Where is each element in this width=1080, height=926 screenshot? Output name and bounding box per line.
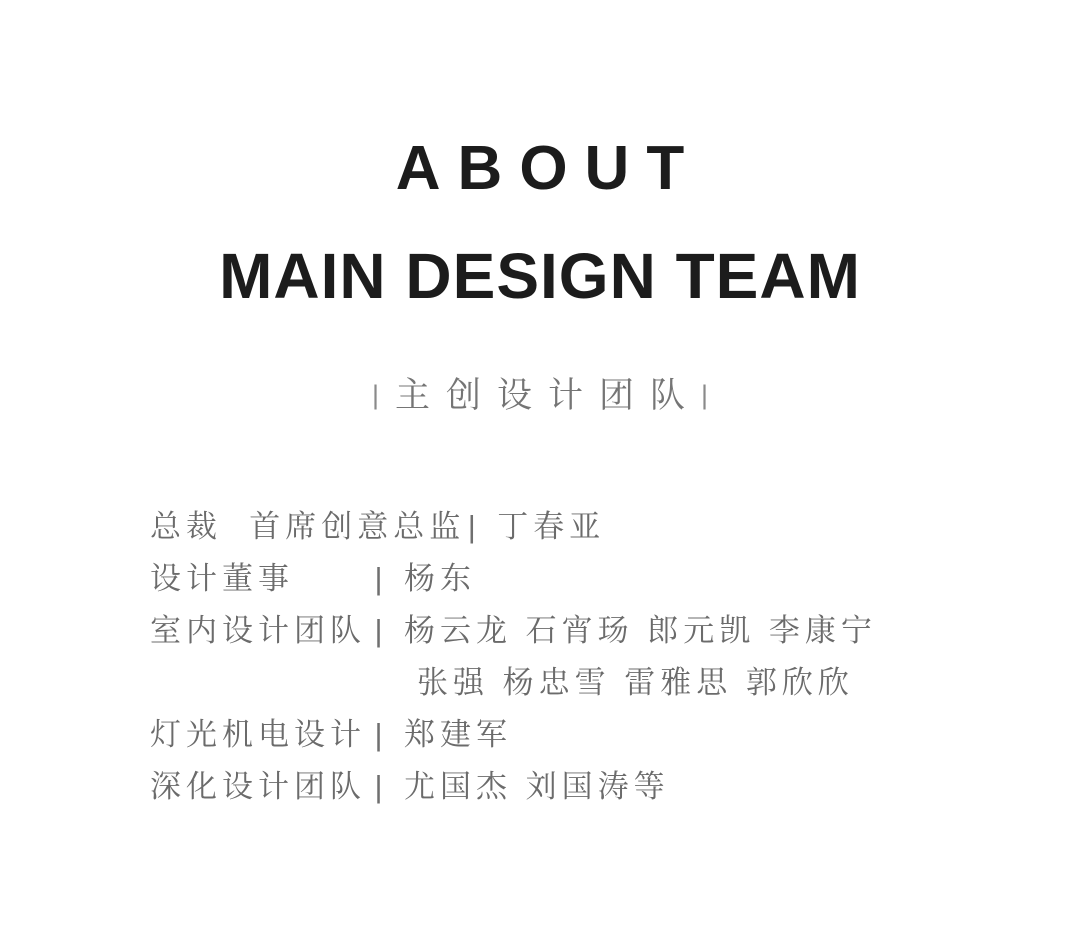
title-main-design-team: MAIN DESIGN TEAM [219, 240, 861, 312]
credit-names: 杨东 [404, 561, 476, 596]
credit-row-interior-team [150, 615, 1080, 646]
credit-separator: | [374, 613, 388, 648]
credit-separator: | [467, 509, 481, 544]
credit-names: 郑建军 [404, 717, 512, 752]
credit-row-lighting-mep [150, 719, 1080, 750]
credit-row-design-director [150, 563, 1080, 594]
credit-role: 设计董事 [150, 561, 294, 596]
credit-role: 深化设计团队 [150, 769, 366, 804]
credit-role: 灯光机电设计 [150, 717, 366, 752]
credit-separator: | [374, 717, 388, 752]
credit-row-deepening-team [150, 771, 1080, 802]
credit-separator: | [374, 561, 388, 596]
credit-role: 总裁 首席创意总监 [150, 509, 466, 544]
credit-separator: | [374, 769, 388, 804]
subtitle-cn [0, 378, 1080, 413]
credit-names: 尤国杰 刘国涛等 [404, 769, 670, 804]
credit-names: 张强 杨忠雪 雷雅思 郭欣欣 [417, 665, 854, 700]
subtitle-right-bar: | [701, 380, 725, 410]
credit-row-president [150, 511, 1080, 542]
page-header [0, 0, 1080, 413]
credit-row-interior-team-continued [150, 667, 1080, 698]
subtitle-left-bar: | [371, 380, 395, 410]
credit-names: 丁春亚 [497, 509, 606, 544]
title-about: ABOUT [395, 134, 702, 203]
credits-list [150, 511, 1080, 802]
credit-names: 杨云龙 石宵玚 郎元凯 李康宁 [404, 613, 877, 648]
subtitle-text: 主创设计团队 [394, 376, 701, 415]
credit-role: 室内设计团队 [150, 613, 366, 648]
